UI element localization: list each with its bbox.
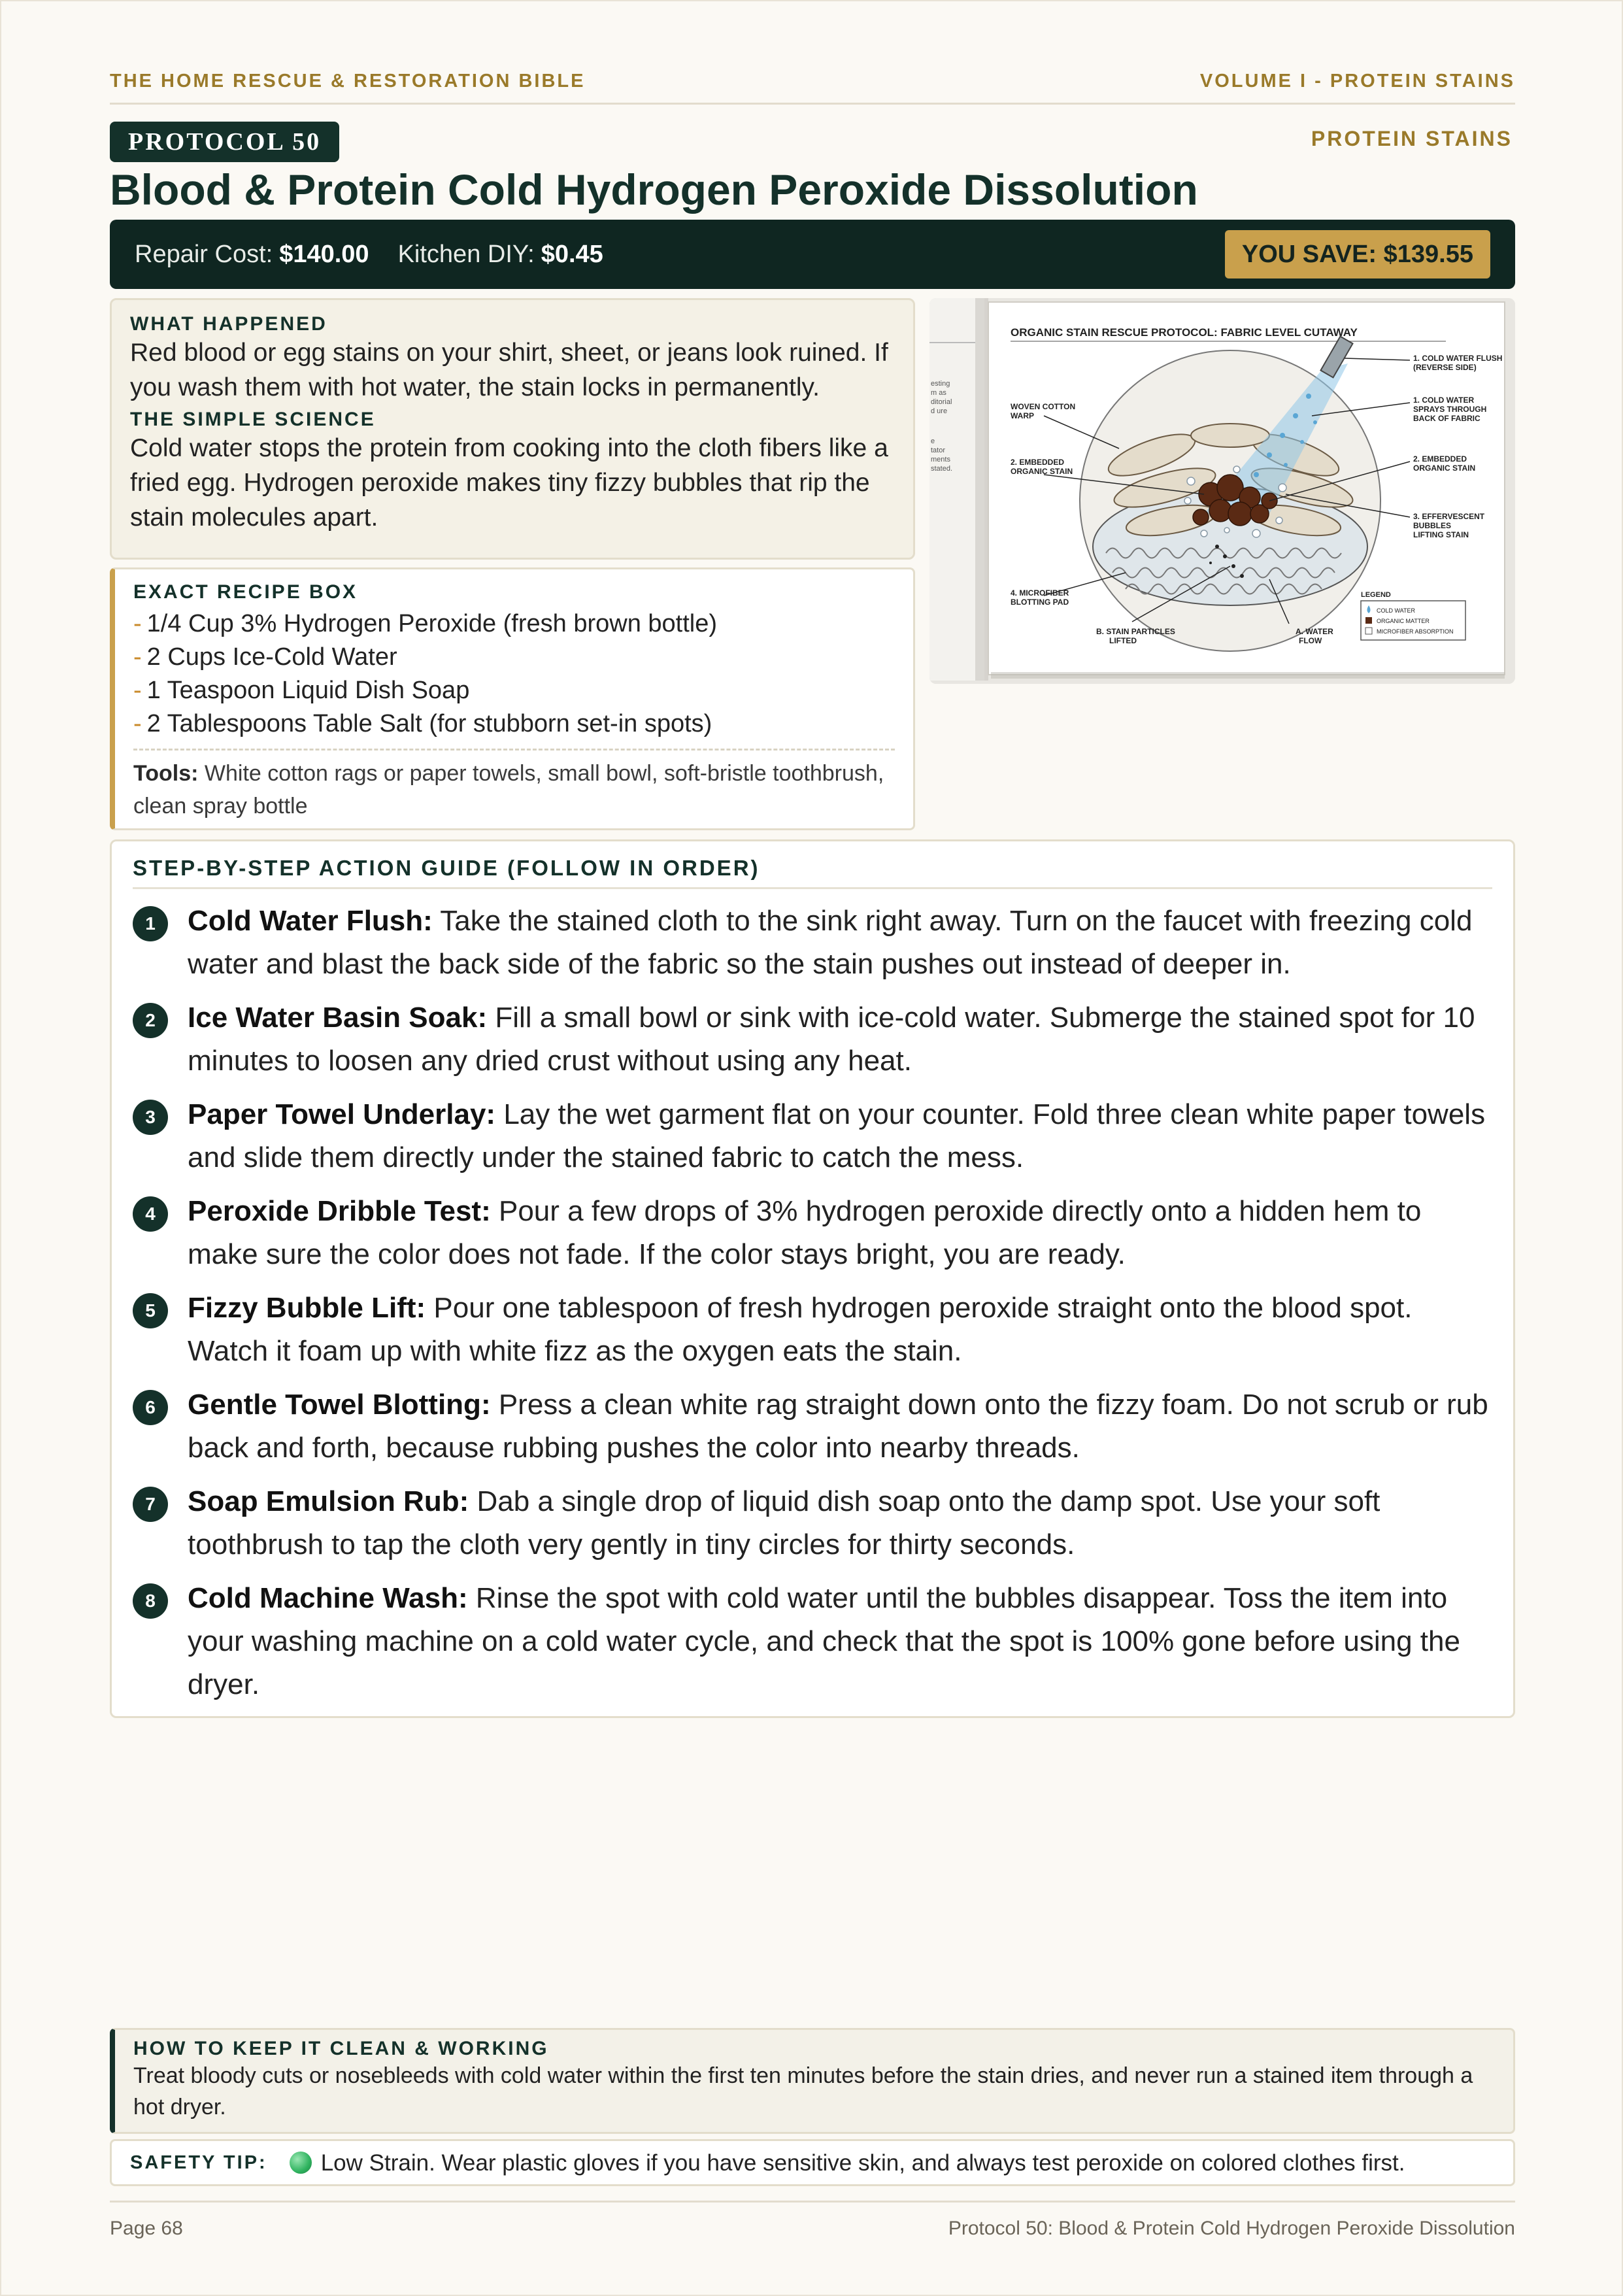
recipe-box [110,567,915,830]
svg-text:d ure: d ure [931,407,948,415]
tools-text: White cotton rags or paper towels, small bowl, soft-bristle toothbrush, clean spray bottle [133,761,884,819]
illustration-title: ORGANIC STAIN RESCUE PROTOCOL: FABRIC LEVEL CUTAWAY [1011,326,1358,339]
what-happened-text: Red blood or egg stains on your shirt, sheet, or jeans look ruined. If you wash them with hot water, the stain locks in permanently. [130,339,888,401]
step-description: Take the stained cloth to the sink right away. Turn on the faucet with freezing cold water and blast the back side of the fabric so the stain pushes out instead of deeper in. [188,905,1473,980]
svg-text:WOVEN COTTON: WOVEN COTTON [1011,402,1076,411]
savings-badge: YOU SAVE: $139.55 [1225,230,1490,279]
step-description: Lay the wet garment flat on your counter. Fold three clean white paper towels and slide them directly under the stained fabric to catch the mess. [188,1098,1486,1173]
svg-text:BUBBLES: BUBBLES [1413,521,1452,530]
step-guide [110,839,1515,1718]
recipe-item: - 1/4 Cup 3% Hydrogen Peroxide (fresh brown bottle) [133,610,718,637]
what-happened-box [110,298,915,560]
step-item [133,1287,1492,1373]
step-item [133,996,1492,1083]
step-item [133,1577,1492,1706]
svg-text:BACK OF FABRIC: BACK OF FABRIC [1413,414,1481,423]
step-number: 1 [133,906,168,941]
step-title: Soap Emulsion Rub: [188,1485,469,1517]
safety-text: Low Strain. Wear plastic gloves if you have sensitive skin, and always test peroxide on colored clothes first. [320,2150,1405,2176]
svg-text:3. EFFERVESCENT: 3. EFFERVESCENT [1413,512,1485,521]
step-description: Dab a single drop of liquid dish soap onto the damp spot. Use your soft toothbrush to tap the cloth very gently in tiny circles for thirty seconds. [188,1485,1380,1561]
running-title: Protocol 50: Blood & Protein Cold Hydrogen Peroxide Dissolution [948,2218,1515,2239]
svg-text:SPRAYS THROUGH: SPRAYS THROUGH [1413,405,1487,414]
green-dot-icon [290,2152,312,2174]
svg-text:ORGANIC STAIN: ORGANIC STAIN [1413,464,1476,473]
what-happened-label: WHAT HAPPENED [130,313,327,335]
step-item [133,1480,1492,1566]
page-number: Page 68 [110,2218,183,2239]
svg-text:WARP: WARP [1011,411,1034,420]
svg-text:ORGANIC STAIN: ORGANIC STAIN [1011,467,1073,476]
volume-label: VOLUME I - PROTEIN STAINS [1199,71,1515,92]
step-title: Cold Water Flush: [188,905,433,937]
svg-text:BLOTTING PAD: BLOTTING PAD [1011,598,1069,607]
step-number: 6 [133,1390,168,1425]
step-item [133,900,1492,986]
recipe-item: - 2 Cups Ice-Cold Water [133,643,397,671]
svg-text:tator: tator [931,447,946,454]
maintenance-text: Treat bloody cuts or nosebleeds with cold water within the first ten minutes before the stain dries, and never run a stained item through a hot dryer. [133,2063,1473,2119]
step-description: Pour one tablespoon of fresh hydrogen peroxide straight onto the blood spot. Watch it foam up with white fizz as the oxygen eats the stain. [188,1292,1413,1367]
svg-text:2. EMBEDDED: 2. EMBEDDED [1011,458,1065,467]
step-item [133,1383,1492,1470]
svg-text:e: e [931,437,935,445]
maintenance-box [110,2028,1515,2134]
svg-text:(REVERSE SIDE): (REVERSE SIDE) [1413,363,1477,372]
svg-text:ditorial: ditorial [931,398,952,406]
step-description: Fill a small bowl or sink with ice-cold water. Submerge the stained spot for 10 minutes to loosen any dried crust without using any heat. [188,1002,1475,1077]
page-title: Blood & Protein Cold Hydrogen Peroxide Dissolution [110,165,1198,214]
svg-text:4. MICROFIBER: 4. MICROFIBER [1011,588,1069,598]
step-number: 3 [133,1100,168,1135]
step-title: Peroxide Dribble Test: [188,1195,491,1227]
book-title: THE HOME RESCUE & RESTORATION BIBLE [110,71,586,92]
protocol-badge: PROTOCOL 50 [110,122,339,162]
tools-label: Tools: [133,761,199,786]
svg-text:2. EMBEDDED: 2. EMBEDDED [1413,454,1467,464]
diy-cost-value: $0.45 [541,240,603,268]
step-item [133,1190,1492,1276]
repair-cost-label: Repair Cost: [135,240,273,268]
step-number: 2 [133,1003,168,1038]
maintenance-label: HOW TO KEEP IT CLEAN & WORKING [133,2038,549,2059]
svg-text:LEGEND: LEGEND [1361,591,1391,599]
step-title: Gentle Towel Blotting: [188,1389,491,1421]
tools-line [133,749,895,822]
safety-label: SAFETY TIP: [130,2152,267,2173]
step-title: Ice Water Basin Soak: [188,1002,488,1034]
step-guide-label: STEP-BY-STEP ACTION GUIDE (FOLLOW IN ORDER) [133,856,1492,889]
svg-text:1. COLD WATER: 1. COLD WATER [1413,396,1475,405]
svg-text:FLOW: FLOW [1299,636,1322,645]
step-title: Fizzy Bubble Lift: [188,1292,426,1324]
step-item [133,1093,1492,1179]
step-title: Paper Towel Underlay: [188,1098,496,1130]
svg-text:1. COLD WATER FLUSH: 1. COLD WATER FLUSH [1413,354,1503,363]
step-description: Pour a few drops of 3% hydrogen peroxide directly onto a hidden hem to make sure the color does not fade. If the color stays bright, you are ready. [188,1195,1422,1270]
cost-bar [110,220,1515,289]
svg-text:LIFTING STAIN: LIFTING STAIN [1413,530,1469,539]
category-label: PROTEIN STAINS [1311,127,1513,150]
svg-text:LIFTED: LIFTED [1109,636,1137,645]
svg-text:ments: ments [931,456,950,464]
step-number: 5 [133,1293,168,1328]
recipe-list [133,607,895,741]
step-number: 8 [133,1583,168,1619]
step-number: 4 [133,1196,168,1232]
svg-text:A. WATER: A. WATER [1296,627,1333,636]
safety-tip [110,2139,1515,2186]
recipe-item: - 2 Tablespoons Table Salt (for stubborn set-in spots) [133,710,712,737]
recipe-label: EXACT RECIPE BOX [133,581,358,603]
diy-cost-label: Kitchen DIY: [397,240,535,268]
step-title: Cold Machine Wash: [188,1582,468,1614]
svg-text:COLD WATER: COLD WATER [1377,607,1416,614]
recipe-item: - 1 Teaspoon Liquid Dish Soap [133,677,470,704]
repair-cost-value: $140.00 [279,240,369,268]
step-description: Rinse the spot with cold water until the bubbles disappear. Toss the item into your washing machine on a cold water cycle, and check that the spot is 100% gone before using the dryer. [188,1582,1460,1700]
svg-text:m as: m as [931,389,946,397]
science-text: Cold water stops the protein from cooking into the cloth fibers like a fried egg. Hydrogen peroxide makes tiny fizzy bubbles that rip the stain molecules apart. [130,434,888,532]
step-description: Press a clean white rag straight down onto the fizzy foam. Do not scrub or rub back and forth, because rubbing pushes the color into nearby threads. [188,1389,1488,1464]
page-footer [110,2201,1515,2240]
step-number: 7 [133,1487,168,1522]
svg-text:B. STAIN PARTICLES: B. STAIN PARTICLES [1096,627,1175,636]
science-label: THE SIMPLE SCIENCE [130,409,376,430]
svg-text:MICROFIBER ABSORPTION: MICROFIBER ABSORPTION [1377,628,1454,635]
svg-text:stated.: stated. [931,465,953,473]
running-header [110,65,1515,105]
fabric-cutaway-illustration [929,298,1515,684]
svg-text:ORGANIC MATTER: ORGANIC MATTER [1377,618,1430,624]
svg-text:esting: esting [931,380,950,388]
